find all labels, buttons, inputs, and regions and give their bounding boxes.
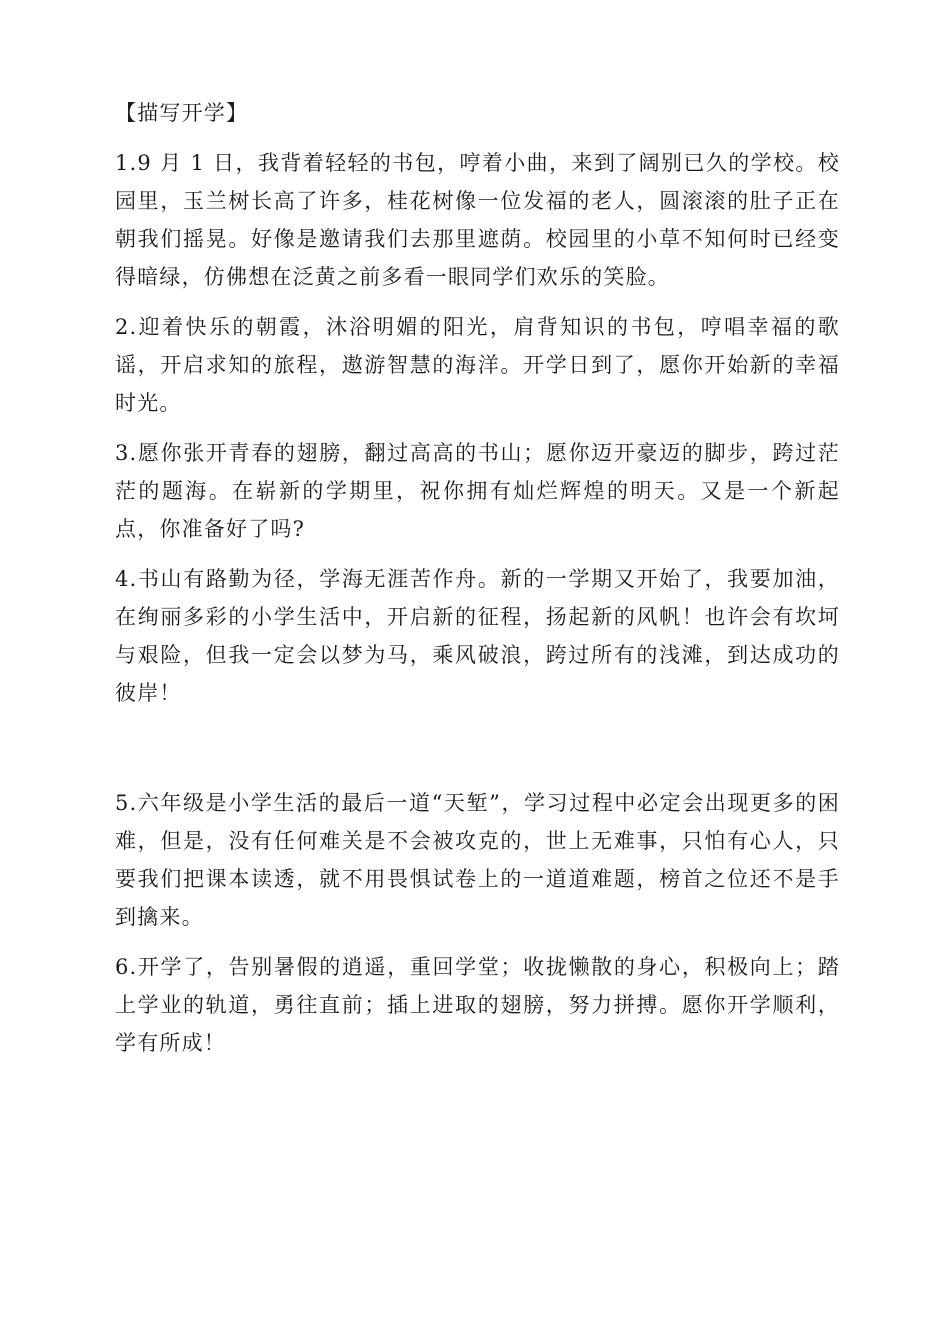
paragraph-4: 4.书山有路勤为径，学海无涯苦作舟。新的一学期又开始了，我要加油，在绚丽多彩的小学生活中，开启新的征程，扬起新的风帆！也许会有坎坷与艰险，但我一定会以梦为马，乘风破浪，跨过所有的浅滩，到达成功的彼岸！ [115, 567, 840, 705]
paragraph-2: 2.迎着快乐的朝霞，沐浴明媚的阳光，肩背知识的书包，哼唱幸福的歌谣，开启求知的旅程，遨游智慧的海洋。开学日到了，愿你开始新的幸福时光。 [115, 315, 840, 415]
paragraph-5: 5.六年级是小学生活的最后一道“天堑”，学习过程中必定会出现更多的困难，但是，没有任何难关是不会被攻克的，世上无难事，只怕有心人，只要我们把课本读透，就不用畏惧试卷上的一道道难题，榜首之位还不是手到擒来。 [115, 791, 840, 929]
paragraph-1: 1.9 月 1 日，我背着轻轻的书包，哼着小曲，来到了阔别已久的学校。校园里，玉兰树长高了许多，桂花树像一位发福的老人，圆滚滚的肚子正在朝我们摇晃。好像是邀请我们去那里遮荫。校园里的小草不知何时已经变得暗绿，仿佛想在泛黄之前多看一眼同学们欢乐的笑脸。 [115, 151, 840, 289]
paragraph-6: 6.开学了，告别暑假的逍遥，重回学堂；收拢懒散的身心，积极向上；踏上学业的轨道，勇往直前；插上进取的翅膀，努力拼搏。愿你开学顺利，学有所成！ [115, 955, 840, 1055]
section-heading: 【描写开学】 [115, 101, 249, 125]
document-body [115, 90, 840, 1074]
paragraph-3: 3.愿你张开青春的翅膀，翻过高高的书山；愿你迈开豪迈的脚步，跨过茫茫的题海。在崭新的学期里，祝你拥有灿烂辉煌的明天。又是一个新起点，你准备好了吗? [115, 441, 840, 541]
